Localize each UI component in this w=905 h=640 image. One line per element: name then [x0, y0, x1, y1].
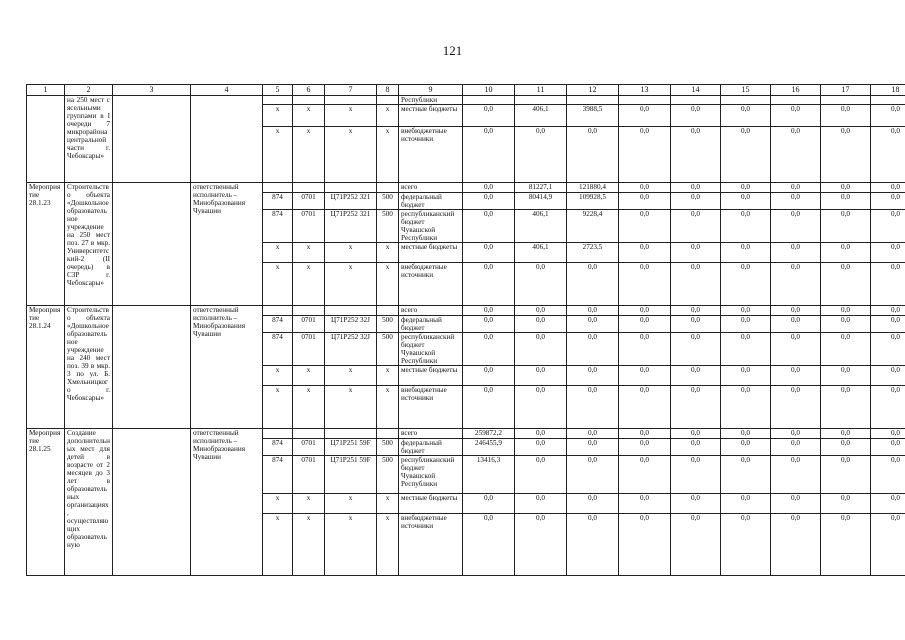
funding-value: 0,0: [463, 386, 515, 429]
funding-source: внебюджетные источники: [399, 514, 463, 576]
funding-source: местные бюджеты: [399, 494, 463, 514]
funding-value: 0,0: [619, 494, 671, 514]
funding-value: 0,0: [671, 456, 721, 494]
funding-value: 0,0: [721, 514, 771, 576]
funding-value: 0,0: [721, 366, 771, 386]
funding-value: 0,0: [721, 386, 771, 429]
funding-value: 0,0: [871, 127, 905, 183]
section-code: x: [293, 243, 325, 263]
expense-type-code: x: [377, 243, 399, 263]
target-article-code: x: [325, 263, 377, 306]
funding-value: 0,0: [721, 183, 771, 193]
funding-value: 0,0: [721, 316, 771, 333]
funding-source: внебюджетные источники: [399, 386, 463, 429]
section-code: x: [293, 514, 325, 576]
funding-value: 0,0: [671, 429, 721, 439]
funding-value: 0,0: [671, 210, 721, 243]
column-number-11: 11: [515, 85, 567, 96]
expense-type-code: 500: [377, 210, 399, 243]
funding-value: 0,0: [871, 514, 905, 576]
column-number-16: 16: [771, 85, 821, 96]
funding-value: 0,0: [567, 494, 619, 514]
funding-value: 0,0: [567, 127, 619, 183]
funding-value: 0,0: [463, 316, 515, 333]
section-code: x: [293, 105, 325, 127]
column-number-15: 15: [721, 85, 771, 96]
column-3-cell: [113, 306, 191, 429]
section-code: x: [293, 263, 325, 306]
funding-value: 0,0: [671, 306, 721, 316]
funding-value: 0,0: [671, 193, 721, 210]
section-code: 0701: [293, 333, 325, 366]
column-number-9: 9: [399, 85, 463, 96]
funding-value: 0,0: [821, 316, 871, 333]
funding-value: 0,0: [821, 333, 871, 366]
funding-value: 0,0: [463, 263, 515, 306]
responsible-executor: ответственный исполнитель – Минобразования Чувашии: [191, 306, 263, 429]
funding-value: 0,0: [771, 210, 821, 243]
section-code: [293, 183, 325, 193]
funding-value: 246455,9: [463, 439, 515, 456]
funding-value: 0,0: [463, 105, 515, 127]
measure-title: на 250 мест с ясельными группами в I очереди 7 микрорайона центральной части г. Чебоксары»: [65, 96, 113, 183]
funding-value: [619, 96, 671, 105]
target-article-code: [325, 429, 377, 439]
column-number-4: 4: [191, 85, 263, 96]
funding-value: 0,0: [515, 316, 567, 333]
grbs-code: [263, 96, 293, 105]
funding-value: 0,0: [671, 263, 721, 306]
funding-source: Республики: [399, 96, 463, 105]
funding-value: 0,0: [463, 127, 515, 183]
target-article-code: Ц71Р252 321: [325, 193, 377, 210]
funding-value: 13416,3: [463, 456, 515, 494]
expense-type-code: x: [377, 494, 399, 514]
funding-value: 0,0: [515, 494, 567, 514]
funding-source: федеральный бюджет: [399, 439, 463, 456]
funding-value: 0,0: [721, 333, 771, 366]
funding-value: 0,0: [463, 514, 515, 576]
funding-value: 0,0: [671, 183, 721, 193]
funding-value: 0,0: [619, 386, 671, 429]
funding-source: федеральный бюджет: [399, 193, 463, 210]
funding-value: 0,0: [619, 333, 671, 366]
funding-value: [671, 96, 721, 105]
expense-type-code: 500: [377, 316, 399, 333]
funding-value: 0,0: [821, 105, 871, 127]
funding-value: 0,0: [567, 306, 619, 316]
funding-value: 0,0: [821, 127, 871, 183]
column-number-12: 12: [567, 85, 619, 96]
funding-value: 0,0: [671, 243, 721, 263]
measure-title: Строительство объекта «Дошкольное образовательное учреждение на 240 мест поз. 39 в мкр. 3 по ул. Б. Хмельницкого г. Чебоксары»: [65, 306, 113, 429]
expense-type-code: 500: [377, 333, 399, 366]
funding-value: 0,0: [463, 494, 515, 514]
page-number: 121: [442, 43, 463, 58]
funding-value: 0,0: [515, 514, 567, 576]
grbs-code: 874: [263, 456, 293, 494]
section-code: x: [293, 494, 325, 514]
funding-value: 0,0: [871, 243, 905, 263]
column-3-cell: [113, 183, 191, 306]
table-row: [27, 183, 905, 193]
funding-value: 0,0: [871, 439, 905, 456]
funding-value: 0,0: [671, 366, 721, 386]
funding-value: 0,0: [721, 306, 771, 316]
funding-value: 0,0: [771, 456, 821, 494]
expense-type-code: x: [377, 127, 399, 183]
funding-value: 0,0: [821, 306, 871, 316]
section-code: 0701: [293, 210, 325, 243]
funding-value: 0,0: [771, 333, 821, 366]
measure-code: Мероприятие 28.1.23: [27, 183, 65, 306]
funding-value: 0,0: [515, 263, 567, 306]
funding-value: 0,0: [721, 243, 771, 263]
target-article-code: x: [325, 494, 377, 514]
funding-value: 0,0: [771, 429, 821, 439]
funding-value: 0,0: [721, 263, 771, 306]
funding-value: 0,0: [619, 183, 671, 193]
funding-value: 0,0: [721, 210, 771, 243]
funding-value: 81227,1: [515, 183, 567, 193]
funding-value: [463, 96, 515, 105]
target-article-code: x: [325, 127, 377, 183]
measure-code: [27, 96, 65, 183]
funding-source: местные бюджеты: [399, 243, 463, 263]
target-article-code: x: [325, 105, 377, 127]
budget-table: [26, 84, 905, 576]
expense-type-code: x: [377, 514, 399, 576]
target-article-code: Ц71Р252 32J: [325, 333, 377, 366]
funding-source: внебюджетные источники: [399, 127, 463, 183]
funding-source: всего: [399, 183, 463, 193]
grbs-code: x: [263, 494, 293, 514]
expense-type-code: [377, 96, 399, 105]
column-number-7: 7: [325, 85, 377, 96]
target-article-code: [325, 183, 377, 193]
funding-value: 0,0: [821, 243, 871, 263]
funding-value: 0,0: [671, 494, 721, 514]
funding-source: внебюджетные источники: [399, 263, 463, 306]
column-number-2: 2: [65, 85, 113, 96]
funding-value: 0,0: [771, 105, 821, 127]
funding-value: 0,0: [515, 386, 567, 429]
funding-value: 0,0: [671, 333, 721, 366]
funding-source: всего: [399, 429, 463, 439]
expense-type-code: x: [377, 386, 399, 429]
funding-value: 0,0: [619, 263, 671, 306]
funding-value: 0,0: [515, 456, 567, 494]
funding-source: федеральный бюджет: [399, 316, 463, 333]
funding-value: 0,0: [871, 429, 905, 439]
funding-value: 0,0: [871, 316, 905, 333]
funding-value: 0,0: [771, 366, 821, 386]
funding-value: 0,0: [821, 193, 871, 210]
funding-value: 0,0: [463, 210, 515, 243]
funding-source: республиканский бюджет Чувашской Республики: [399, 333, 463, 366]
funding-value: 0,0: [821, 183, 871, 193]
funding-value: 0,0: [567, 263, 619, 306]
funding-value: [721, 96, 771, 105]
funding-value: 0,0: [771, 243, 821, 263]
target-article-code: x: [325, 386, 377, 429]
column-number-17: 17: [821, 85, 871, 96]
funding-value: 0,0: [721, 439, 771, 456]
grbs-code: x: [263, 243, 293, 263]
funding-value: 0,0: [871, 333, 905, 366]
funding-value: 0,0: [771, 316, 821, 333]
column-3-cell: [113, 96, 191, 183]
column-number-6: 6: [293, 85, 325, 96]
funding-value: 0,0: [463, 193, 515, 210]
section-code: x: [293, 127, 325, 183]
funding-value: 0,0: [871, 386, 905, 429]
funding-value: 406,1: [515, 105, 567, 127]
funding-value: 0,0: [821, 494, 871, 514]
column-number-1: 1: [27, 85, 65, 96]
section-code: [293, 96, 325, 105]
grbs-code: [263, 183, 293, 193]
section-code: 0701: [293, 193, 325, 210]
funding-value: 0,0: [671, 514, 721, 576]
funding-source: республиканский бюджет Чувашской Республики: [399, 210, 463, 243]
funding-value: 0,0: [821, 514, 871, 576]
expense-type-code: x: [377, 105, 399, 127]
grbs-code: [263, 306, 293, 316]
funding-value: 0,0: [871, 306, 905, 316]
column-number-8: 8: [377, 85, 399, 96]
funding-value: [515, 96, 567, 105]
target-article-code: x: [325, 366, 377, 386]
responsible-executor: ответственный исполнитель – Минобразования Чувашии: [191, 183, 263, 306]
funding-value: 406,1: [515, 210, 567, 243]
column-3-cell: [113, 429, 191, 576]
funding-value: 0,0: [871, 183, 905, 193]
funding-value: 0,0: [619, 514, 671, 576]
funding-value: 2723,5: [567, 243, 619, 263]
grbs-code: 874: [263, 193, 293, 210]
expense-type-code: x: [377, 366, 399, 386]
funding-value: 0,0: [721, 456, 771, 494]
funding-value: 121880,4: [567, 183, 619, 193]
grbs-code: 874: [263, 210, 293, 243]
funding-value: 0,0: [721, 429, 771, 439]
column-number-13: 13: [619, 85, 671, 96]
funding-value: 0,0: [619, 429, 671, 439]
funding-value: 9228,4: [567, 210, 619, 243]
funding-value: 0,0: [821, 366, 871, 386]
funding-source: местные бюджеты: [399, 366, 463, 386]
funding-value: 0,0: [567, 316, 619, 333]
funding-value: 406,1: [515, 243, 567, 263]
funding-value: 109928,5: [567, 193, 619, 210]
funding-value: 0,0: [821, 429, 871, 439]
section-code: x: [293, 386, 325, 429]
funding-source: всего: [399, 306, 463, 316]
section-code: [293, 429, 325, 439]
funding-value: 0,0: [463, 306, 515, 316]
section-code: [293, 306, 325, 316]
funding-value: 0,0: [871, 494, 905, 514]
target-article-code: Ц71Р252 32J: [325, 316, 377, 333]
funding-value: 0,0: [619, 439, 671, 456]
funding-value: 0,0: [619, 243, 671, 263]
funding-value: 0,0: [619, 366, 671, 386]
funding-value: 0,0: [821, 439, 871, 456]
grbs-code: x: [263, 366, 293, 386]
funding-value: 0,0: [567, 514, 619, 576]
funding-value: 0,0: [821, 263, 871, 306]
measure-code: Мероприятие 28.1.24: [27, 306, 65, 429]
funding-value: 0,0: [515, 306, 567, 316]
funding-value: [821, 96, 871, 105]
funding-value: 0,0: [671, 316, 721, 333]
funding-value: 0,0: [515, 429, 567, 439]
expense-type-code: [377, 183, 399, 193]
target-article-code: Ц71Р251 59F: [325, 439, 377, 456]
section-code: 0701: [293, 439, 325, 456]
funding-value: 0,0: [771, 127, 821, 183]
funding-value: 0,0: [619, 105, 671, 127]
target-article-code: x: [325, 243, 377, 263]
header-row: [27, 85, 905, 96]
funding-value: 0,0: [671, 127, 721, 183]
funding-value: 0,0: [619, 193, 671, 210]
funding-value: 0,0: [671, 386, 721, 429]
funding-value: 0,0: [567, 456, 619, 494]
grbs-code: 874: [263, 333, 293, 366]
funding-value: 0,0: [619, 127, 671, 183]
funding-value: 0,0: [515, 439, 567, 456]
funding-value: 0,0: [619, 306, 671, 316]
funding-value: 0,0: [567, 429, 619, 439]
funding-value: 0,0: [771, 263, 821, 306]
funding-value: 0,0: [463, 366, 515, 386]
column-number-14: 14: [671, 85, 721, 96]
expense-type-code: [377, 429, 399, 439]
funding-value: 0,0: [721, 127, 771, 183]
table-row: [27, 96, 905, 105]
grbs-code: x: [263, 386, 293, 429]
funding-value: 0,0: [619, 456, 671, 494]
funding-value: 0,0: [567, 366, 619, 386]
funding-value: 0,0: [619, 316, 671, 333]
section-code: 0701: [293, 456, 325, 494]
funding-value: 0,0: [871, 263, 905, 306]
expense-type-code: 500: [377, 193, 399, 210]
funding-value: 0,0: [821, 456, 871, 494]
funding-value: 0,0: [721, 105, 771, 127]
section-code: x: [293, 366, 325, 386]
funding-source: местные бюджеты: [399, 105, 463, 127]
funding-value: [567, 96, 619, 105]
funding-value: 0,0: [771, 494, 821, 514]
funding-value: 0,0: [771, 306, 821, 316]
funding-value: 0,0: [771, 183, 821, 193]
funding-value: 0,0: [463, 183, 515, 193]
funding-value: 0,0: [619, 210, 671, 243]
funding-value: 0,0: [871, 456, 905, 494]
table-body: [27, 85, 905, 576]
column-number-5: 5: [263, 85, 293, 96]
grbs-code: x: [263, 127, 293, 183]
grbs-code: [263, 429, 293, 439]
funding-value: 0,0: [871, 366, 905, 386]
measure-title: Строительство объекта «Дошкольное образовательное учреждение на 250 мест поз. 27 в мкр. Университетский-2 (II очередь) в СЗР г. Чебоксары»: [65, 183, 113, 306]
funding-value: 0,0: [671, 439, 721, 456]
funding-value: 259872,2: [463, 429, 515, 439]
funding-value: 0,0: [515, 333, 567, 366]
grbs-code: x: [263, 263, 293, 306]
target-article-code: Ц71Р251 59F: [325, 456, 377, 494]
table-row: [27, 306, 905, 316]
target-article-code: [325, 306, 377, 316]
funding-value: 0,0: [671, 105, 721, 127]
expense-type-code: x: [377, 263, 399, 306]
measure-code: Мероприятие 28.1.25: [27, 429, 65, 576]
funding-value: [871, 96, 905, 105]
funding-value: 3988,5: [567, 105, 619, 127]
funding-value: 0,0: [821, 210, 871, 243]
funding-value: 0,0: [567, 386, 619, 429]
target-article-code: x: [325, 514, 377, 576]
section-code: 0701: [293, 316, 325, 333]
funding-value: 0,0: [721, 494, 771, 514]
funding-value: 0,0: [771, 386, 821, 429]
funding-value: 0,0: [463, 243, 515, 263]
funding-value: 0,0: [515, 127, 567, 183]
grbs-code: x: [263, 105, 293, 127]
target-article-code: [325, 96, 377, 105]
funding-value: [771, 96, 821, 105]
funding-value: 0,0: [871, 210, 905, 243]
grbs-code: 874: [263, 316, 293, 333]
column-number-18: 18: [871, 85, 905, 96]
funding-value: 0,0: [871, 105, 905, 127]
expense-type-code: 500: [377, 456, 399, 494]
funding-value: 0,0: [771, 439, 821, 456]
funding-value: 0,0: [771, 193, 821, 210]
expense-type-code: [377, 306, 399, 316]
funding-value: 0,0: [515, 366, 567, 386]
table-row: [27, 429, 905, 439]
expense-type-code: 500: [377, 439, 399, 456]
grbs-code: 874: [263, 439, 293, 456]
measure-title: Создание дополнительных мест для детей в возрасте от 2 месяцев до 3 лет в образовательных организациях, осуществляющих образовательную: [65, 429, 113, 576]
responsible-executor: [191, 96, 263, 183]
column-number-3: 3: [113, 85, 191, 96]
funding-value: 0,0: [871, 193, 905, 210]
target-article-code: Ц71Р252 321: [325, 210, 377, 243]
funding-value: 0,0: [567, 333, 619, 366]
funding-value: 0,0: [721, 193, 771, 210]
funding-value: 0,0: [463, 333, 515, 366]
funding-source: республиканский бюджет Чувашской Республики: [399, 456, 463, 494]
funding-value: 0,0: [821, 386, 871, 429]
column-number-10: 10: [463, 85, 515, 96]
funding-value: 0,0: [567, 439, 619, 456]
funding-value: 0,0: [771, 514, 821, 576]
funding-value: 80414,9: [515, 193, 567, 210]
grbs-code: x: [263, 514, 293, 576]
responsible-executor: ответственный исполнитель – Минобразования Чувашии: [191, 429, 263, 576]
